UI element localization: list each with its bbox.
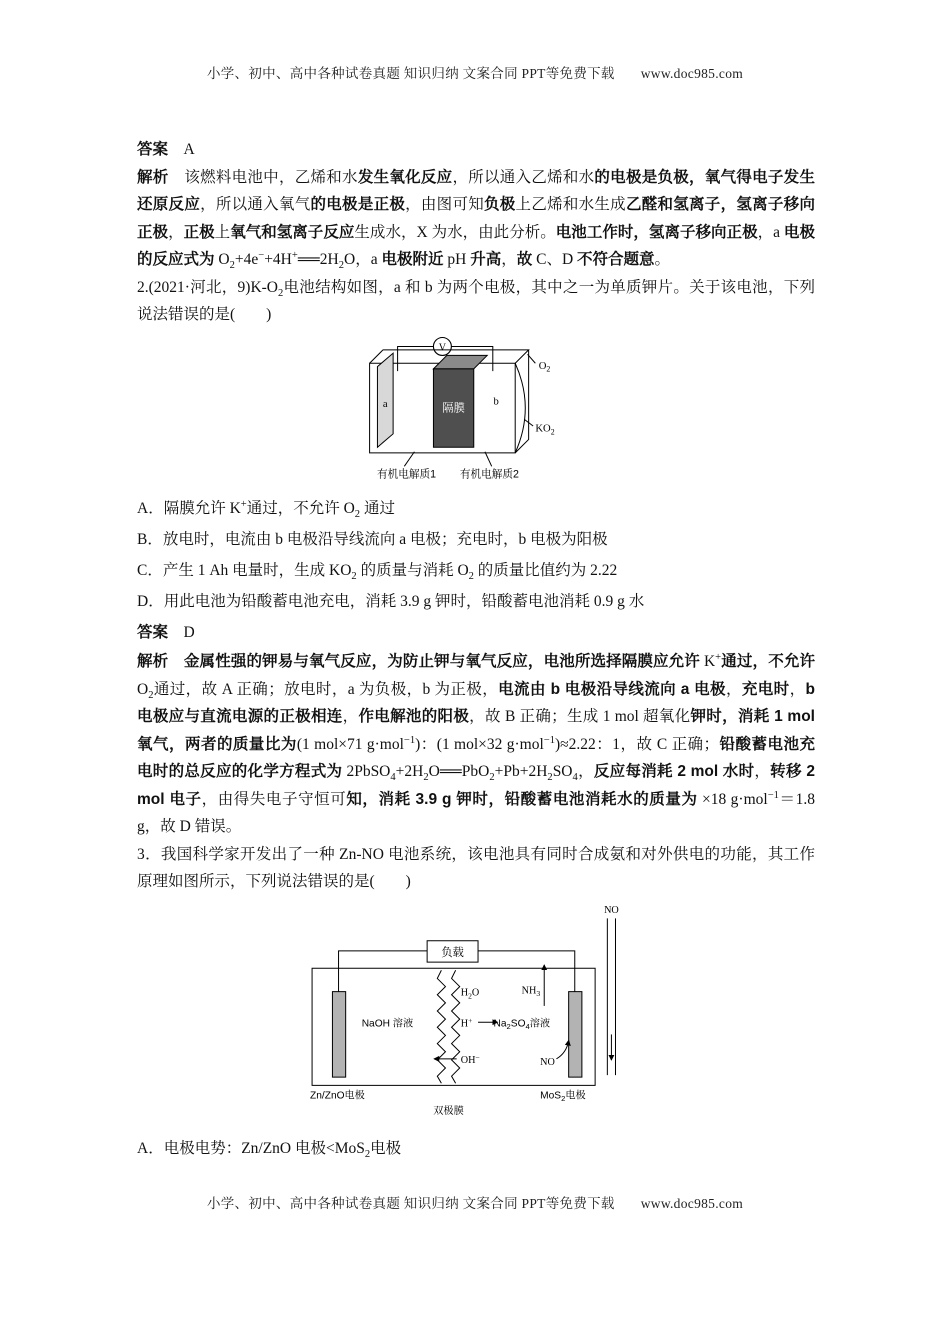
no-inlet-label: NO xyxy=(604,904,619,916)
explanation-1: 解析 该燃料电池中，乙烯和水发生氧化反应，所以通入乙烯和水的电极是负极，氧气得电子发生还原反应，所以通入氧气的电极是正极，由图可知负极上乙烯和水生成乙醛和氢离子，氢离子移向正极，正极上氧气和氢离子反应生成水，X 为水，由此分析。电池工作时，氢离子移向正极，a 电极的反应式为 $O_2+4e^-+4H^+══2H_2O$，a 电极附近 pH 升高，故 C、D 不符合题意。 xyxy=(137,168,815,272)
load-label: 负载 xyxy=(441,946,464,959)
zn-no-cell-svg xyxy=(308,902,644,1120)
h2o-label: $H_2O$ xyxy=(460,987,480,1000)
naoh-label: NaOH 溶液 xyxy=(361,1017,414,1029)
membrane-label: 隔膜 xyxy=(442,401,465,414)
electrode-b-label: b xyxy=(493,396,499,408)
bipolar-membrane-line1 xyxy=(437,970,445,1083)
option-2d: D．用此电池为铅酸蓄电池充电，消耗 3.9 g 钾时，铅酸蓄电池消耗 0.9 g 水 xyxy=(137,593,645,610)
header-text: 小学、初中、高中各种试卷真题 知识归纳 文案合同 PPT等免费下载 xyxy=(206,66,615,81)
page-footer xyxy=(0,1192,950,1212)
answer-2: 答案 D xyxy=(137,624,195,641)
ko2-label: $KO_2$ xyxy=(535,423,555,436)
curved-face xyxy=(515,363,525,453)
mos2-electrode-label: MoS$_2$电极 xyxy=(540,1090,586,1103)
o2-label: $O_2$ xyxy=(538,360,551,374)
explanation-2: 解析 金属性强的钾易与氧气反应，为防止钾与氧气反应，电池所选择隔膜应允许 K+通过，不允许 $O_2$通过，故 A 正确；放电时，a 为负极，b 为正极，电流由 b 电极沿导线流向 a 电极，充电时，b 电极应与直流电源的正极相连，作电解池的阳极，故 B 正确；生成 1 mol 超氧化钾时，消耗 1 mol 氧气，两者的质量比为(1 mol×71 g·mol$^{-1}$)：(1 mol×32 g·mol$^{-1}$)≈2.22：1，故 C 正确；铅酸蓄电池充电时的总反应的化学方程式为 $2PbSO_4+2H_2O══PbO_2+Pb+2H_2SO_4$，反应每消耗 2 mol 水时，转移 2 mol 电子，由得失电子守恒可知，消耗 3.9 g 钾时，铅酸蓄电池消耗水的质量为 ×18 g·mol$^{-1}$＝1.8 g，故 D 错误。 xyxy=(137,651,815,835)
zn-electrode-label: Zn/ZnO电极 xyxy=(310,1090,365,1102)
electrolyte1-leader xyxy=(404,451,414,466)
footer-url: www.doc985.com xyxy=(640,1196,744,1211)
bipolar-membrane-label: 双极膜 xyxy=(433,1105,464,1117)
electrolyte1-label: 有机电解质1 xyxy=(377,468,437,480)
option-2b: B．放电时，电流由 b 电极沿导线流向 a 电极；充电时，b 电极为阳极 xyxy=(137,531,608,548)
zn-no-cell-diagram xyxy=(137,902,815,1130)
answer-1: 答案 A xyxy=(137,141,195,158)
no-to-electrode-arrow xyxy=(556,1040,568,1058)
option-2c: C．产生 1 Ah 电量时，生成 $KO_2$ 的质量与消耗 $O_2$ 的质量比值约为 2.22 xyxy=(137,562,618,583)
question-2-stem: 2.(2021·河北，$9)K-O_2$电池结构如图，a 和 b 为两个电极，其中之一为单质钾片。关于该电池，下列说法错误的是( ) xyxy=(137,278,815,323)
option-2a: A．隔膜允许 K+通过，不允许 $O_2$ 通过 xyxy=(137,498,395,521)
electrolyte2-leader xyxy=(485,451,492,466)
membrane-top xyxy=(433,355,487,368)
mos2-electrode xyxy=(569,991,582,1077)
electrode-a-label: a xyxy=(382,398,388,410)
header-url: www.doc985.com xyxy=(640,66,744,81)
zn-electrode xyxy=(332,991,345,1077)
oh-minus-label: OH− xyxy=(460,1052,480,1066)
footer-text: 小学、初中、高中各种试卷真题 知识归纳 文案合同 PPT等免费下载 xyxy=(206,1196,615,1211)
no-inner-label: NO xyxy=(540,1056,555,1068)
bipolar-membrane-line2 xyxy=(452,970,460,1083)
na2so4-label: $Na_2SO_4$溶液 xyxy=(493,1017,551,1031)
option-3a: A．电极电势：Zn/ZnO 电极<MoS$_2$电极 xyxy=(137,1140,402,1161)
nh3-label: $NH_3$ xyxy=(521,985,541,998)
question-3-stem: 3．我国科学家开发出了一种 Zn-NO 电池系统，该电池具有同时合成氨和对外供电的功能，其工作原理如图所示，下列说法错误的是( ) xyxy=(137,845,815,890)
ko2-cell-diagram xyxy=(137,335,815,490)
ko2-cell-svg xyxy=(364,335,588,480)
h-plus-label: H+ xyxy=(460,1015,473,1029)
page-header xyxy=(0,62,950,82)
voltmeter-label: V xyxy=(438,341,447,353)
wire-left xyxy=(339,950,428,991)
document-body xyxy=(137,136,815,1164)
electrolyte2-label: 有机电解质2 xyxy=(459,468,519,480)
